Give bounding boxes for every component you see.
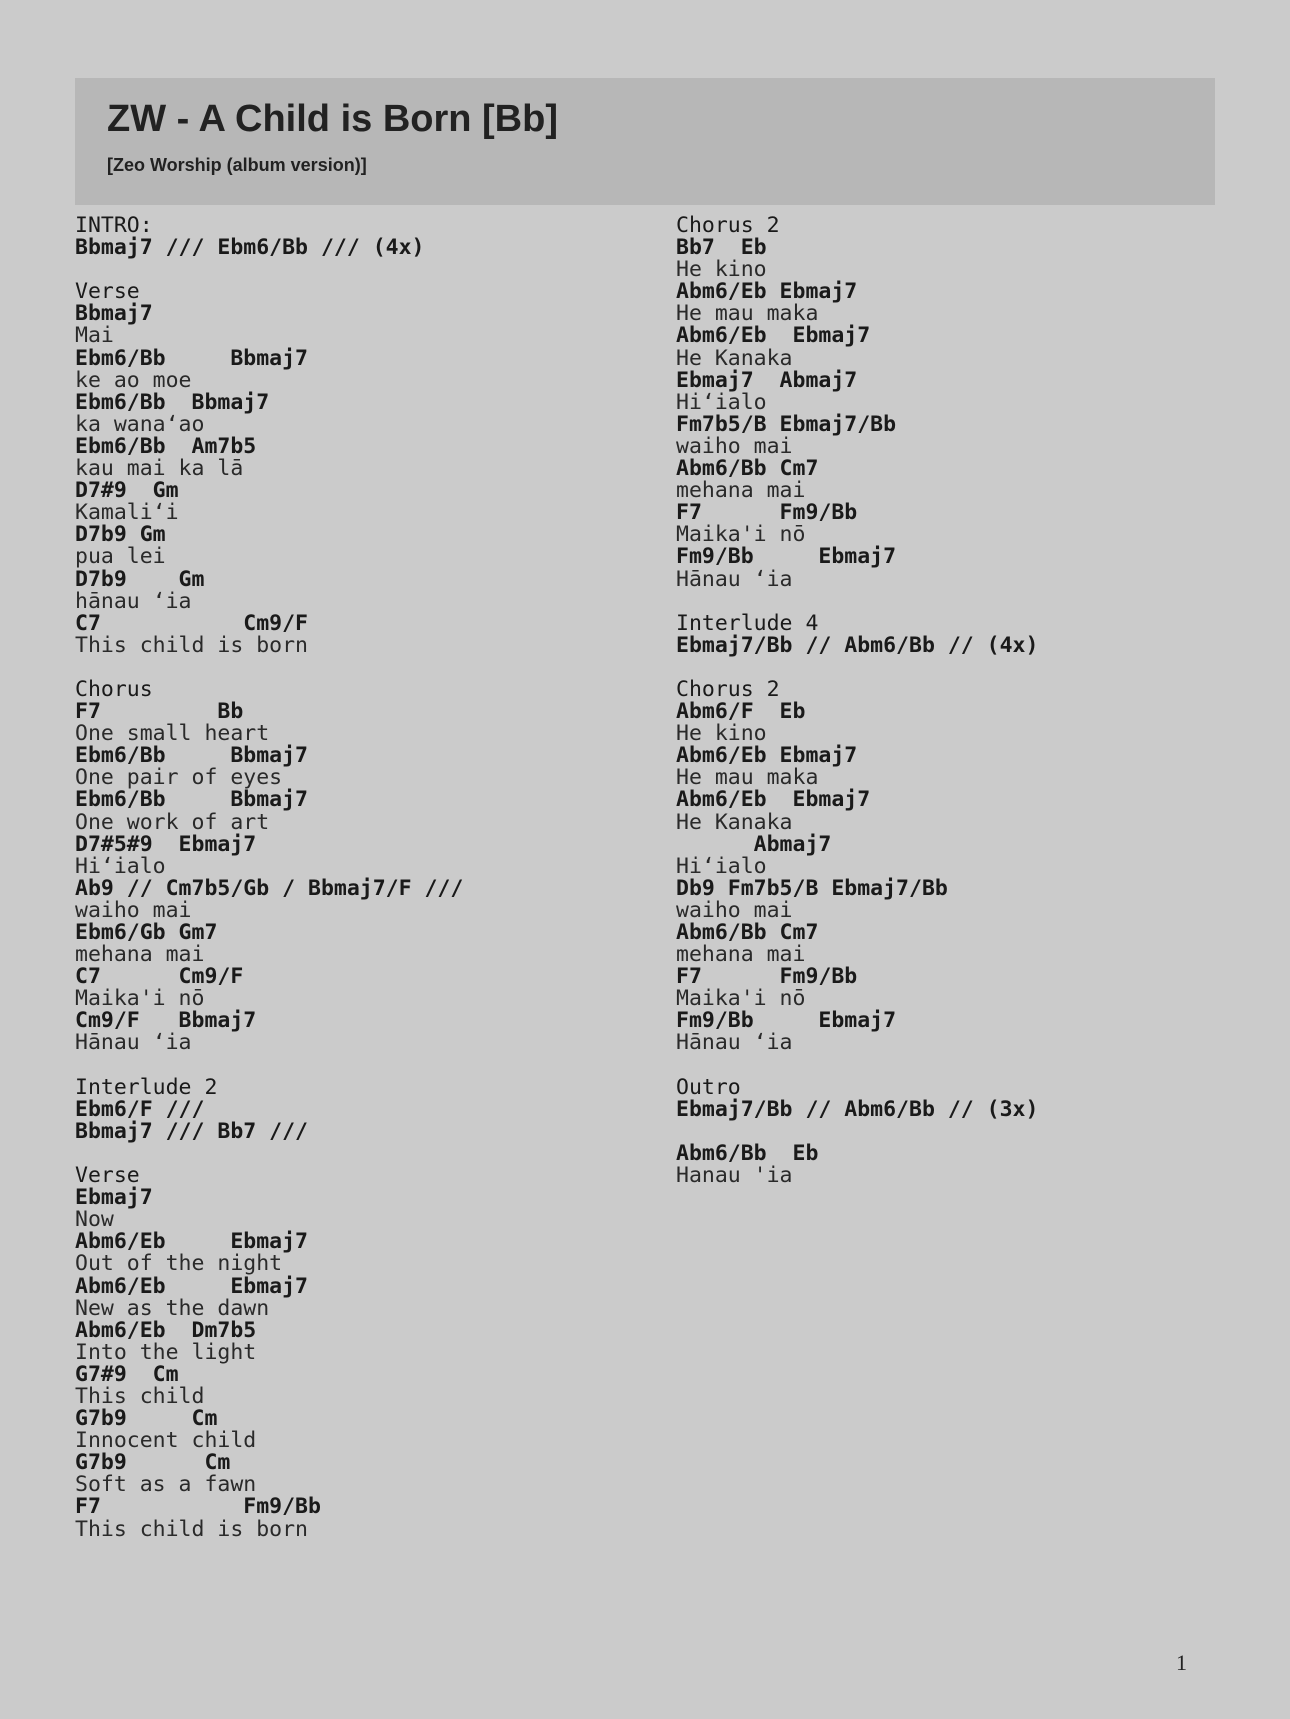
- lyric-line: This child is born: [75, 632, 308, 658]
- chord-line: F7 Fm9/Bb: [676, 500, 858, 526]
- left-column: [75, 215, 635, 1541]
- label-line: Chorus: [75, 676, 153, 702]
- lyric-line: Hiʻialo: [676, 853, 767, 879]
- chord-line: Bbmaj7: [75, 301, 153, 327]
- label-line: INTRO:: [75, 213, 153, 238]
- lyric-line: kau mai ka lā: [75, 456, 244, 482]
- lyric-line: waiho mai: [676, 897, 793, 923]
- spacer-line: [676, 1121, 1236, 1143]
- chord-line: Ebmaj7: [75, 1185, 153, 1211]
- chord-line: Abm6/Bb Eb: [676, 1140, 819, 1166]
- lyric-line: Hānau ʻia: [75, 1030, 192, 1056]
- lyric-line: mehana mai: [676, 942, 806, 968]
- label-line: Interlude 4: [676, 610, 819, 636]
- lyric-line: One small heart: [75, 721, 270, 747]
- lyric-line: Maika'i nō: [75, 986, 205, 1012]
- chord-line: C7 Cm9/F: [75, 964, 244, 990]
- chord-line: Ebm6/Gb Gm7: [75, 920, 218, 945]
- lyric-line: mehana mai: [75, 942, 205, 968]
- lyric-line: Out of the night: [75, 1251, 283, 1277]
- song-header: [75, 78, 1215, 205]
- label-line: Interlude 2: [75, 1074, 218, 1100]
- song-subtitle: [Zeo Worship (album version)]: [107, 155, 367, 175]
- chord-line: Ebm6/Bb Bbmaj7: [75, 743, 308, 769]
- lyric-line: One work of art: [75, 809, 270, 835]
- lyric-line: Hiʻialo: [676, 389, 767, 415]
- chord-line: F7 Fm9/Bb: [676, 964, 858, 990]
- chord-line: Bbmaj7 /// Bb7 ///: [75, 1118, 308, 1144]
- lyric-line: One pair of eyes: [75, 765, 283, 791]
- song-title: ZW - A Child is Born [Bb]: [107, 98, 558, 140]
- lyric-line: Hiʻialo: [75, 853, 166, 879]
- chord-line: Abm6/Eb Ebmaj7: [676, 787, 871, 813]
- lyric-line: Innocent child: [75, 1428, 257, 1454]
- lyric-line: pua lei: [75, 544, 166, 570]
- lyric-line: He kino: [676, 257, 767, 283]
- lyric-line: hānau ʻia: [75, 588, 192, 614]
- chord-line: Bb7 Eb: [676, 235, 767, 261]
- chord-line: Abm6/Eb Ebmaj7: [75, 1273, 308, 1299]
- right-column: [676, 215, 1236, 1187]
- label-line: Verse: [75, 1163, 140, 1189]
- chord-line: Bbmaj7 /// Ebm6/Bb /// (4x): [75, 235, 425, 261]
- chord-line: D7b9 Gm: [75, 522, 166, 548]
- lyric-line: Hānau ʻia: [676, 566, 793, 592]
- lyric-line: mehana mai: [676, 478, 806, 504]
- lyric-line: Hānau ʻia: [676, 1030, 793, 1056]
- chord-line: D7#9 Gm: [75, 478, 179, 504]
- lyric-line: He Kanaka: [676, 809, 793, 835]
- chord-line: Abmaj7: [676, 831, 832, 857]
- chord-line: Abm6/Eb Ebmaj7: [676, 323, 871, 349]
- chord-line: Ebmaj7/Bb // Abm6/Bb // (4x): [676, 632, 1039, 658]
- chord-line: Fm9/Bb Ebmaj7: [676, 544, 897, 570]
- spacer-line: [75, 1055, 635, 1077]
- chord-line: Ebmaj7/Bb // Abm6/Bb // (3x): [676, 1096, 1039, 1122]
- chord-line: F7 Fm9/Bb: [75, 1494, 321, 1520]
- chord-line: F7 Bb: [75, 699, 244, 725]
- chord-line: Ebm6/Bb Am7b5: [75, 433, 257, 459]
- lyric-line: Soft as a fawn: [75, 1472, 257, 1498]
- chord-line: Ebm6/Bb Bbmaj7: [75, 389, 270, 415]
- lyric-line: Kamaliʻi: [75, 500, 179, 526]
- lyric-line: This child: [75, 1383, 205, 1409]
- chord-line: Ebm6/F ///: [75, 1096, 205, 1122]
- chord-line: Abm6/Eb Dm7b5: [75, 1317, 257, 1343]
- label-line: Outro: [676, 1074, 741, 1100]
- lyric-line: He Kanaka: [676, 345, 793, 371]
- chord-line: Ebm6/Bb Bbmaj7: [75, 787, 308, 813]
- chord-line: C7 Cm9/F: [75, 610, 308, 636]
- spacer-line: [75, 657, 635, 679]
- spacer-line: [676, 591, 1236, 613]
- chord-line: Cm9/F Bbmaj7: [75, 1008, 257, 1034]
- spacer-line: [676, 1055, 1236, 1077]
- chord-line: G7b9 Cm: [75, 1406, 218, 1432]
- lyric-line: This child is born: [75, 1516, 308, 1542]
- chord-line: Abm6/Eb Ebmaj7: [676, 279, 858, 305]
- chord-line: D7#5#9 Ebmaj7: [75, 831, 257, 857]
- chord-line: Abm6/F Eb: [676, 699, 806, 725]
- chord-line: Abm6/Eb Ebmaj7: [75, 1229, 308, 1255]
- lyric-line: New as the dawn: [75, 1295, 270, 1321]
- label-line: Chorus 2: [676, 213, 780, 238]
- lyric-line: He mau maka: [676, 765, 819, 791]
- chord-line: Fm9/Bb Ebmaj7: [676, 1008, 897, 1034]
- spacer-line: [75, 259, 635, 281]
- chord-line: Abm6/Eb Ebmaj7: [676, 743, 858, 769]
- lyric-line: Hanau 'ia: [676, 1163, 793, 1189]
- spacer-line: [676, 657, 1236, 679]
- chord-line: Fm7b5/B Ebmaj7/Bb: [676, 411, 897, 437]
- chord-line: Abm6/Bb Cm7: [676, 920, 819, 945]
- chord-line: Ab9 // Cm7b5/Gb / Bbmaj7/F ///: [75, 875, 464, 901]
- label-line: Verse: [75, 279, 140, 305]
- chord-line: D7b9 Gm: [75, 566, 205, 592]
- chord-line: Abm6/Bb Cm7: [676, 456, 819, 482]
- lyric-line: ka wanaʻao: [75, 411, 205, 437]
- lyric-line: ke ao moe: [75, 367, 192, 393]
- label-line: Chorus 2: [676, 676, 780, 702]
- chord-line: Db9 Fm7b5/B Ebmaj7/Bb: [676, 875, 948, 901]
- lyric-line: Into the light: [75, 1339, 257, 1365]
- chord-line: Ebm6/Bb Bbmaj7: [75, 345, 308, 371]
- lyric-line: Maika'i nō: [676, 986, 806, 1012]
- page-number: 1: [1176, 1650, 1187, 1675]
- lyric-line: He mau maka: [676, 301, 819, 327]
- lyric-line: He kino: [676, 721, 767, 747]
- lyric-line: Maika'i nō: [676, 522, 806, 548]
- lyric-line: Mai: [75, 323, 114, 349]
- chord-line: G7b9 Cm: [75, 1450, 231, 1476]
- lyric-line: waiho mai: [75, 897, 192, 923]
- lyric-line: waiho mai: [676, 433, 793, 459]
- chord-line: Ebmaj7 Abmaj7: [676, 367, 858, 393]
- chord-line: G7#9 Cm: [75, 1361, 179, 1387]
- lyric-line: Now: [75, 1207, 114, 1233]
- spacer-line: [75, 1143, 635, 1165]
